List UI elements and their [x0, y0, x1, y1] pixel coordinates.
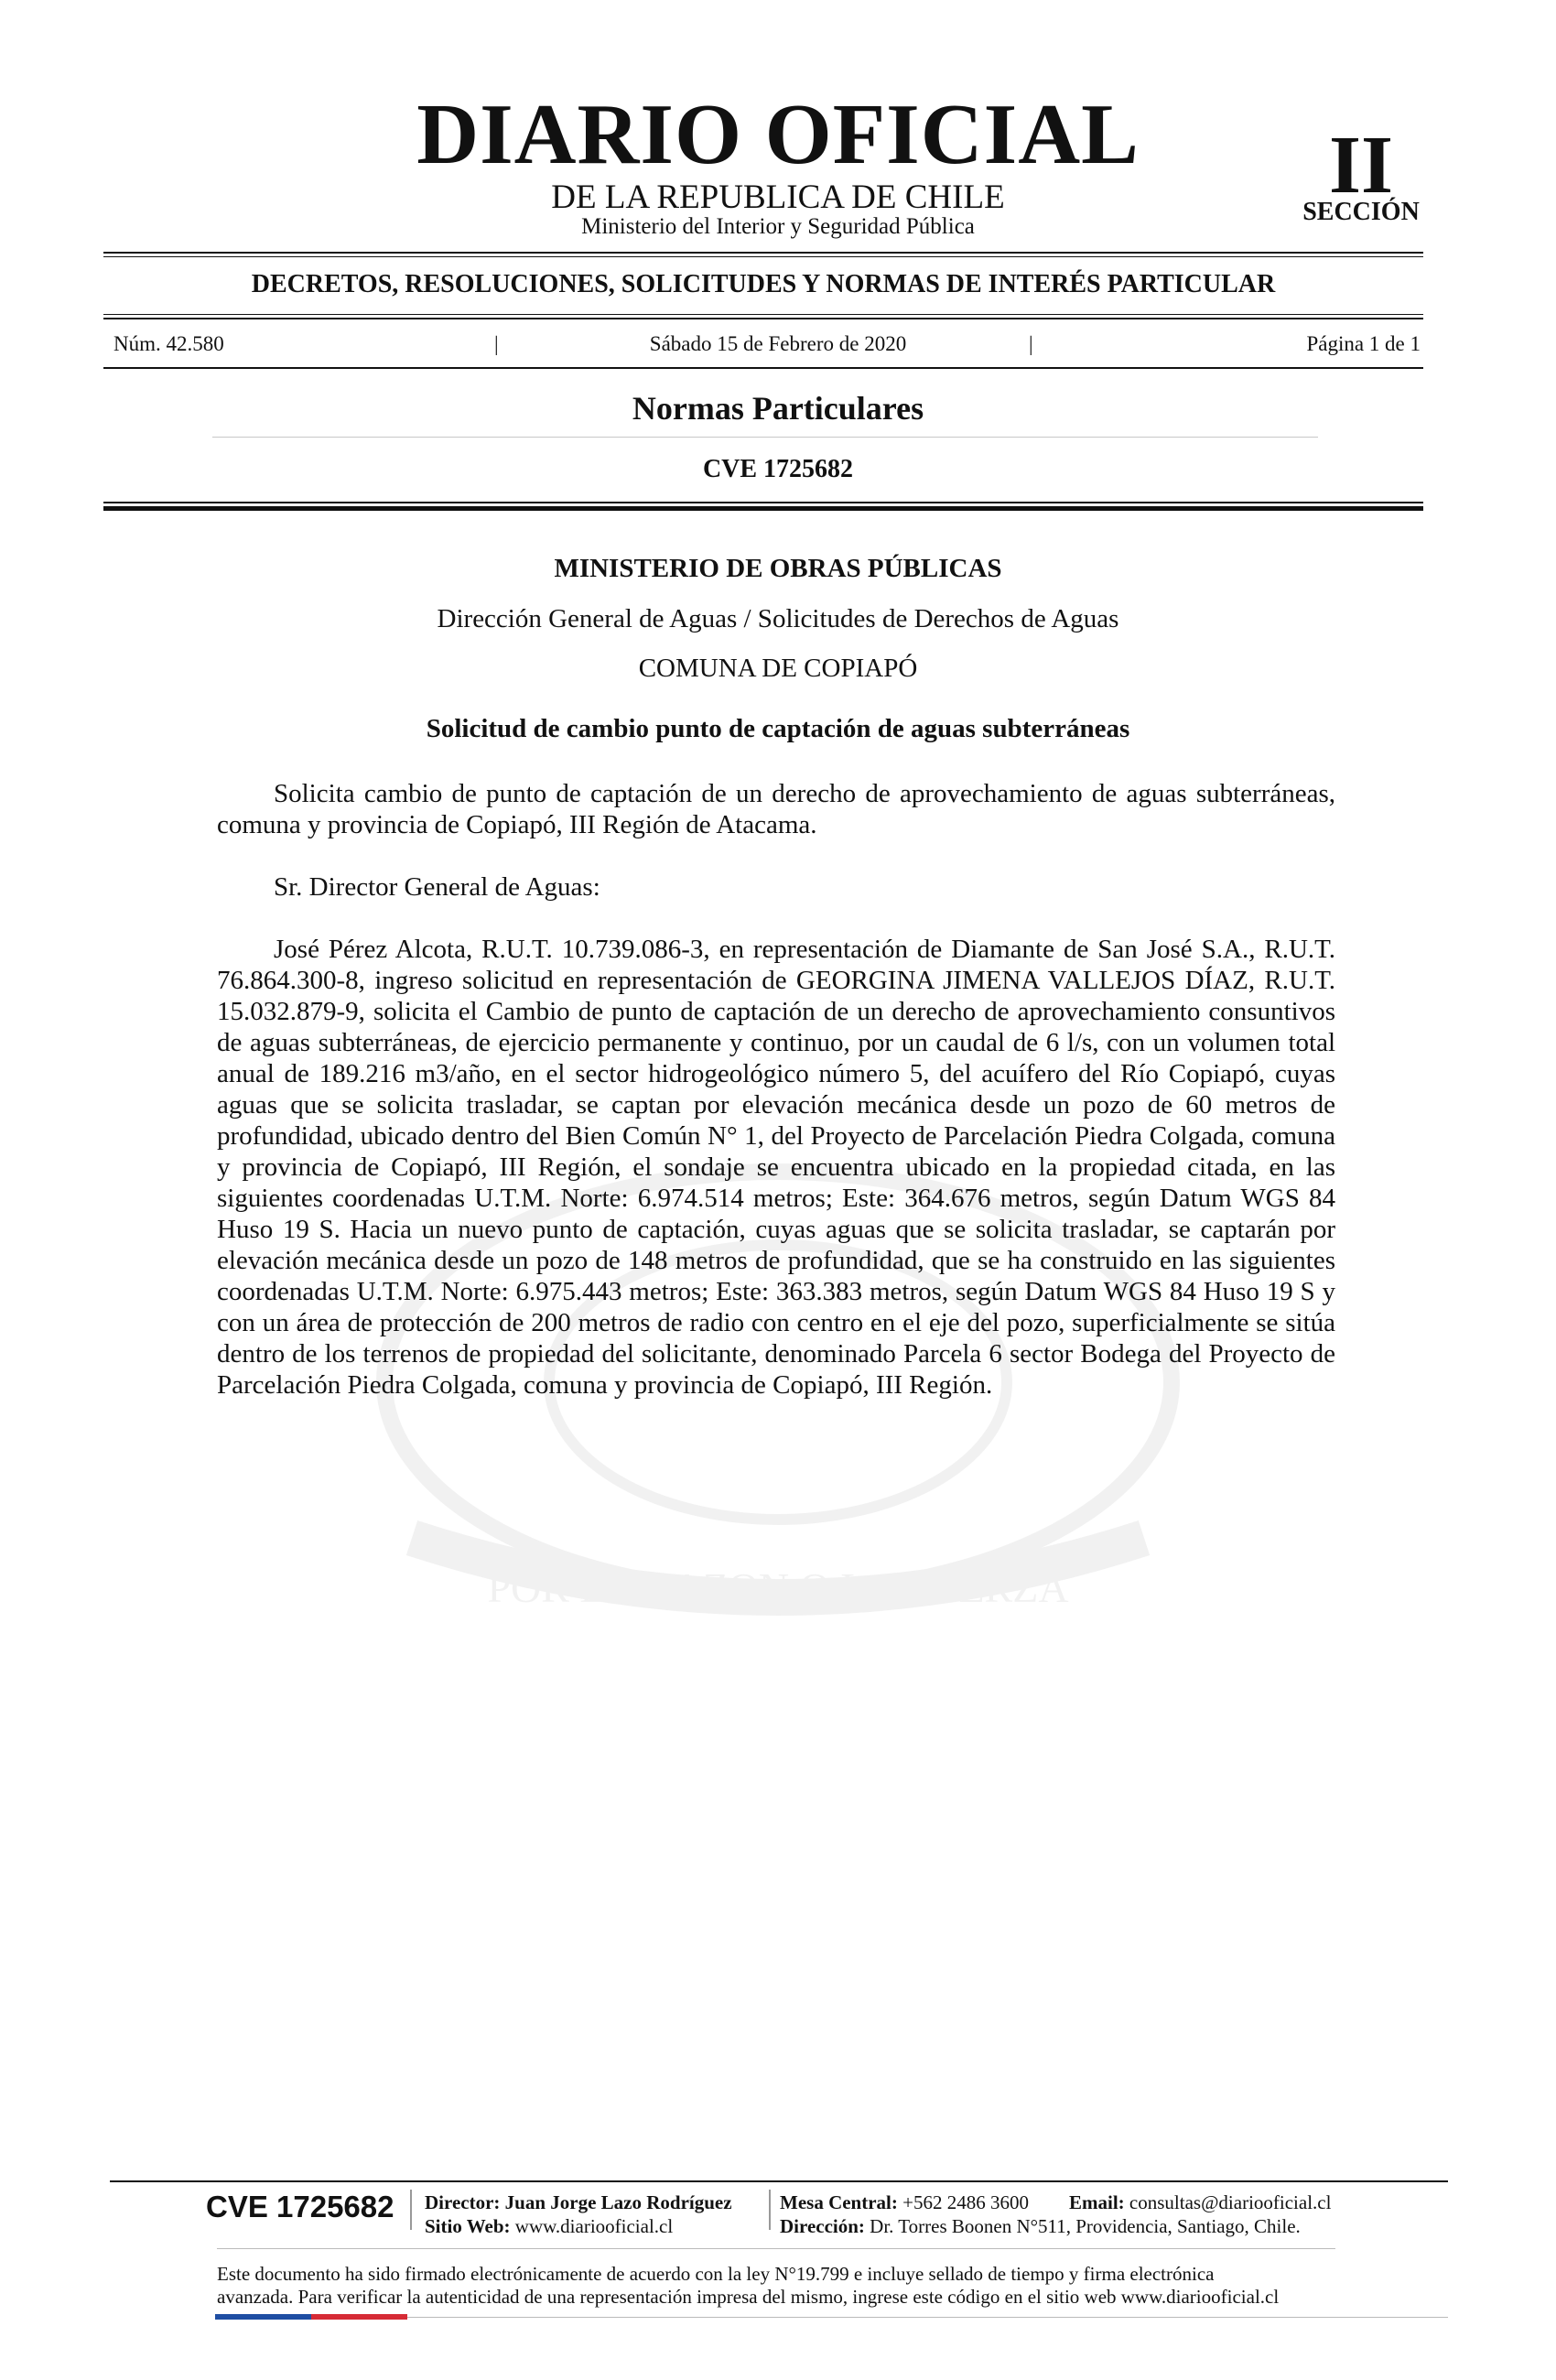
- phone-label: Mesa Central:: [780, 2191, 898, 2213]
- cve-code: CVE 1725682: [702, 455, 854, 483]
- info-separator-1: |: [494, 332, 499, 355]
- address-text: Dr. Torres Boonen N°511, Providencia, Santiago, Chile.: [870, 2215, 1301, 2237]
- bottom-rule: [407, 2317, 1448, 2318]
- flag-stripe-red: [311, 2314, 407, 2320]
- section-number: II: [1328, 120, 1394, 211]
- document-commune: COMUNA DE COPIAPÓ: [638, 654, 918, 683]
- email-label: Email:: [1069, 2191, 1125, 2213]
- masthead-subtitle: DE LA REPUBLICA DE CHILE: [551, 178, 1005, 216]
- director-label: Director:: [425, 2191, 501, 2213]
- legal-line-2: avanzada. Para verificar la autenticidad de una representación impresa del mismo, ingrese este código en el sitio web www.diariooficial.cl: [217, 2286, 1280, 2308]
- site-label: Sitio Web:: [425, 2215, 511, 2237]
- section-title: Normas Particulares: [632, 390, 924, 427]
- banner-rule: [103, 314, 1423, 315]
- paragraph-1: Solicita cambio de punto de captación de un derecho de aprovechamiento de aguas subterráneas, comuna y provincia de Copiapó, III Región de Atacama.: [217, 779, 1335, 839]
- masthead-rule-thin: [103, 256, 1423, 257]
- salutation: Sr. Director General de Aguas:: [274, 872, 600, 902]
- page-indicator: Página 1 de 1: [1306, 332, 1421, 355]
- site-link[interactable]: www.diariooficial.cl: [514, 2215, 674, 2237]
- footer-address: [780, 2217, 1301, 2236]
- issue-date: Sábado 15 de Febrero de 2020: [649, 332, 907, 355]
- document-direction: Dirección General de Aguas / Solicitudes de Derechos de Aguas: [437, 604, 1119, 633]
- footer-site: [425, 2217, 673, 2236]
- issue-number: Núm. 42.580: [113, 332, 224, 355]
- legal-notice: [217, 2263, 1335, 2309]
- info-rule: [103, 367, 1423, 369]
- watermark-motto: POR LA RAZON O LA FUERZA: [487, 1564, 1069, 1611]
- document-ministry: MINISTERIO DE OBRAS PÚBLICAS: [554, 554, 1002, 583]
- flag-stripe-blue: [215, 2314, 311, 2320]
- footer-rule: [110, 2180, 1448, 2182]
- paragraph-2: José Pérez Alcota, R.U.T. 10.739.086-3, en representación de Diamante de San José S.A., R.U.T. 76.864.300-8, ingreso solicitud en representación de GEORGINA JIMENA VALLEJOS DÍAZ, R.U.T. 15.032.879-9, solicita el Cambio de punto de captación de un derecho de aprovechamiento consuntivos de aguas subterráneas, de ejercicio permanente y continuo, por un caudal de 6 l/s, con un volumen total anual de 189.216 m3/año, en el sector hidrogeológico número 5, del acuífero del Río Copiapó, cuyas aguas que se solicita trasladar, se captan por elevación mecánica desde un pozo de 60 metros de profundidad, ubicado dentro del Bien Común N° 1, del Proyecto de Parcelación Piedra Colgada, comuna y provincia de Copiapó, III Región, el sondaje se encuentra ubicado en la propiedad citada, en las siguientes coordenadas U.T.M. Norte: 6.974.514 metros; Este: 364.676 metros, según Datum WGS 84 Huso 19 S. Hacia un nuevo punto de captación, cuyas aguas que se solicita trasladar, se captarán por elevación mecánica desde un pozo de 148 metros de profundidad, que se ha construido en las siguientes coordenadas U.T.M. Norte: 6.975.443 metros; Este: 363.383 metros, según Datum WGS 84 Huso 19 S y con un área de protección de 200 metros de radio con centro en el eje del pozo, superficialmente se sitúa dentro de los terrenos de propiedad del solicitante, denominado Parcela 6 sector Bodega del Proyecto de Parcelación Piedra Colgada, comuna y provincia de Copiapó, III Región.: [217, 935, 1335, 1400]
- header-end-rule-thick: [103, 506, 1423, 511]
- masthead-ministry: Ministerio del Interior y Seguridad Pública: [581, 214, 975, 239]
- info-separator-2: |: [1029, 332, 1033, 355]
- masthead-rule: [103, 252, 1423, 254]
- email-link[interactable]: consultas@diariooficial.cl: [1129, 2191, 1332, 2213]
- document-heading: Solicitud de cambio punto de captación de aguas subterráneas: [426, 714, 1130, 743]
- footer-director: [425, 2193, 732, 2212]
- address-label: Dirección:: [780, 2215, 865, 2237]
- footer-phone: [780, 2193, 1029, 2212]
- footer-divider-2: [769, 2190, 771, 2230]
- masthead-title: DIARIO OFICIAL: [416, 87, 1140, 182]
- document-body: [217, 778, 1335, 1401]
- legal-rule: [217, 2248, 1335, 2249]
- footer-email: [1069, 2193, 1331, 2212]
- footer-divider-1: [410, 2190, 412, 2230]
- director-name: Juan Jorge Lazo Rodríguez: [504, 2191, 732, 2213]
- section-label: SECCIÓN: [1302, 198, 1420, 226]
- section-title-rule: [212, 437, 1318, 438]
- header-end-rule: [103, 502, 1423, 503]
- footer-cve-code: CVE 1725682: [206, 2190, 394, 2223]
- banner-heading: DECRETOS, RESOLUCIONES, SOLICITUDES Y NORMAS DE INTERÉS PARTICULAR: [251, 270, 1276, 298]
- legal-line-1: Este documento ha sido firmado electrónicamente de acuerdo con la ley N°19.799 e incluye sellado de tiempo y firma electrónica: [217, 2263, 1215, 2285]
- banner-rule-thick: [103, 318, 1423, 319]
- phone-number: +562 2486 3600: [902, 2191, 1029, 2213]
